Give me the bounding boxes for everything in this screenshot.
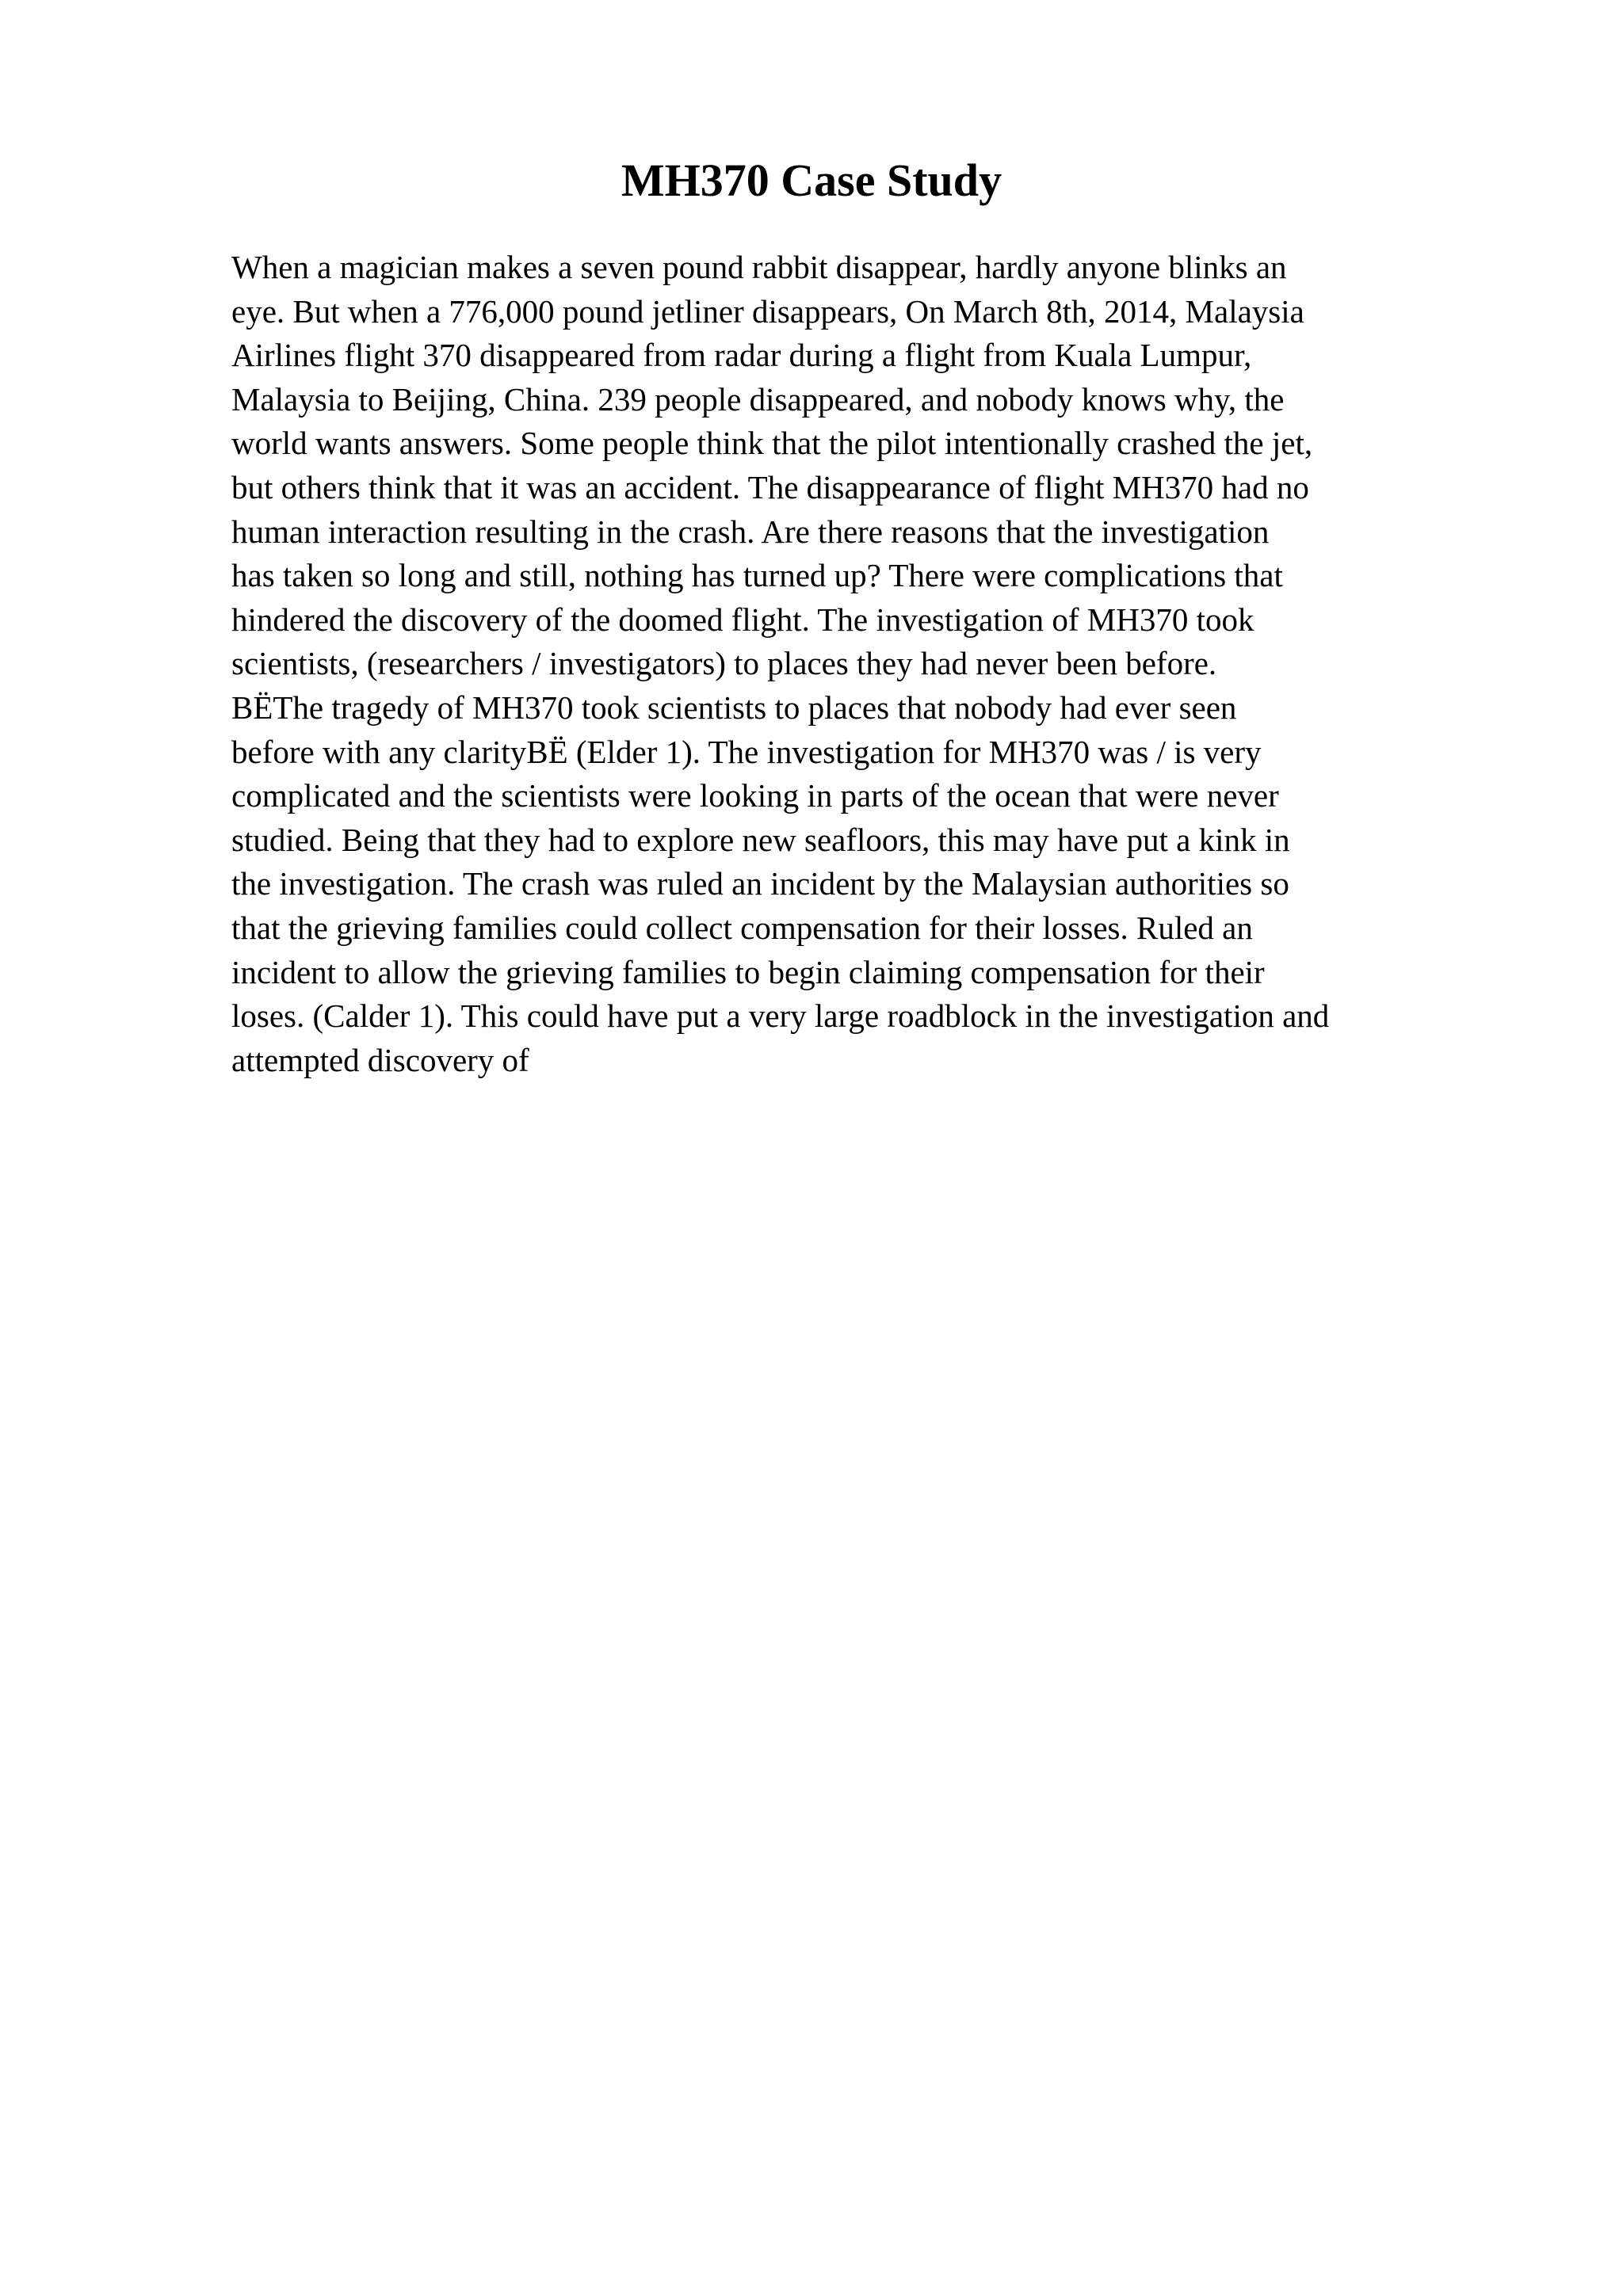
paragraph-line: complicated and the scientists were looking in parts of the ocean that were never <box>231 777 1279 814</box>
paragraph-line: that the grieving families could collect compensation for their losses. Ruled an <box>231 909 1253 946</box>
paragraph-line: scientists, (researchers / investigators) to places they had never been before. <box>231 645 1217 682</box>
paragraph-line: Malaysia to Beijing, China. 239 people disappeared, and nobody knows why, the <box>231 380 1285 418</box>
paragraph-line: the investigation. The crash was ruled an incident by the Malaysian authorities so <box>231 865 1289 902</box>
paragraph-line: hindered the discovery of the doomed flight. The investigation of MH370 took <box>231 601 1254 638</box>
paragraph-line: attempted discovery of <box>231 1041 529 1078</box>
paragraph-line: loses. (Calder 1). This could have put a very large roadblock in the investigation and <box>231 997 1330 1035</box>
paragraph-line: eye. But when a 776,000 pound jetliner disappears, On March 8th, 2014, Malaysia <box>231 292 1304 330</box>
page-title: MH370 Case Study <box>621 154 1002 206</box>
paragraph-line: has taken so long and still, nothing has turned up? There were complications that <box>231 557 1283 594</box>
paragraph-line: world wants answers. Some people think that the pilot intentionally crashed the jet, <box>231 425 1313 462</box>
paragraph-line: but others think that it was an accident. The disappearance of flight MH370 had no <box>231 468 1309 505</box>
paragraph-line: before with any clarityBË (Elder 1). The investigation for MH370 was / is very <box>231 733 1262 770</box>
paragraph-line: studied. Being that they had to explore new seafloors, this may have put a kink in <box>231 821 1290 858</box>
paragraph-line: human interaction resulting in the crash. Are there reasons that the investigation <box>231 513 1270 550</box>
body-paragraph <box>231 246 1484 1082</box>
paragraph-line: incident to allow the grieving families to begin claiming compensation for their <box>231 953 1265 990</box>
paragraph-line: When a magician makes a seven pound rabbit disappear, hardly anyone blinks an <box>231 249 1287 285</box>
paragraph-line: Airlines flight 370 disappeared from radar during a flight from Kuala Lumpur, <box>231 337 1252 374</box>
paragraph-line: BËThe tragedy of MH370 took scientists to places that nobody had ever seen <box>231 688 1237 726</box>
